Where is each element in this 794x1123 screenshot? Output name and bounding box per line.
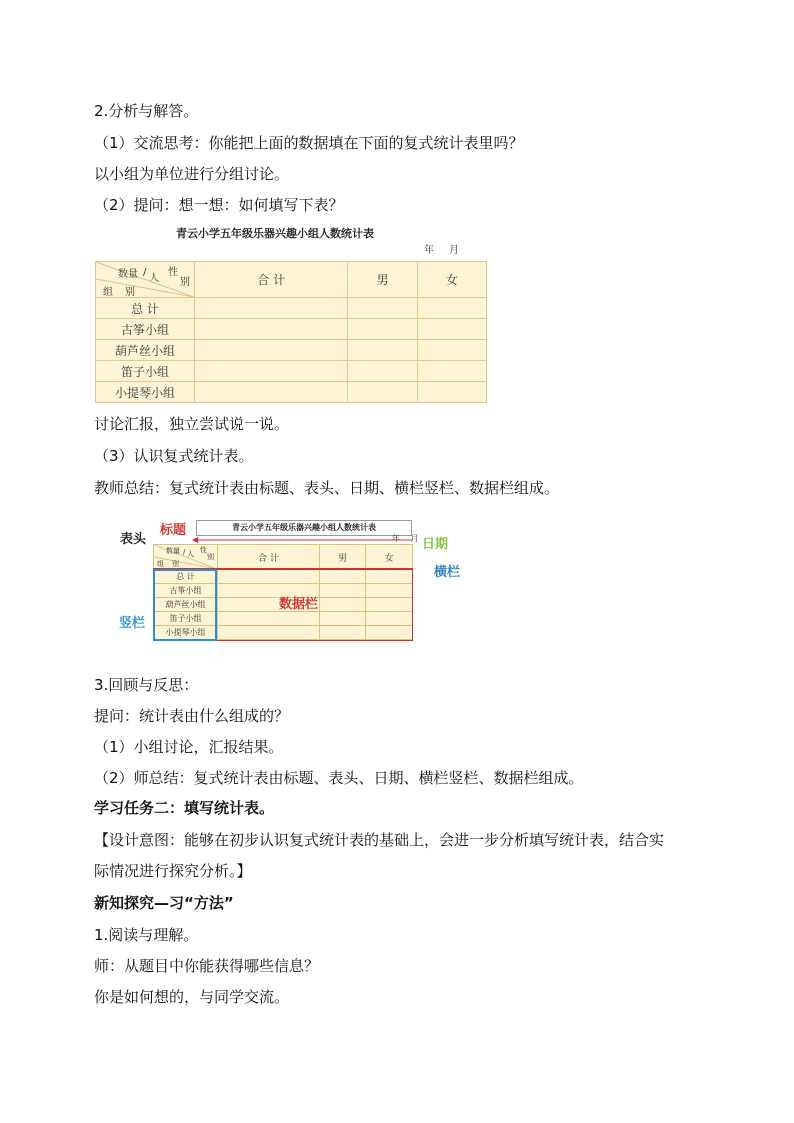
table-cell xyxy=(417,298,486,319)
label-header: 表头 xyxy=(120,532,147,547)
table-cell xyxy=(195,361,348,382)
text-line: 你是如何想的，与同学交流。 xyxy=(94,988,290,1006)
table-cell xyxy=(195,382,348,403)
column-header: 男 xyxy=(319,545,366,570)
stat-table xyxy=(95,261,487,403)
corner-label: / xyxy=(183,548,186,556)
corner-label: 别 xyxy=(180,277,190,288)
corner-label: 性 xyxy=(168,267,178,278)
corner-label: 人 xyxy=(187,550,194,558)
corner-header-cell xyxy=(96,262,195,298)
row-header: 葫芦丝小组 xyxy=(96,340,195,361)
table-cell xyxy=(195,298,348,319)
table-cell xyxy=(417,382,486,403)
explore-heading: 新知探究—习“方法” xyxy=(94,894,234,912)
table-cell xyxy=(417,319,486,340)
table-cell xyxy=(348,319,417,340)
text-line: 师：从题目中你能获得哪些信息？ xyxy=(94,957,320,975)
text-line: （1）小组讨论，汇报结果。 xyxy=(94,738,284,756)
column-header: 女 xyxy=(366,545,413,570)
text-line: （1）交流思考：你能把上面的数据填在下面的复式统计表里吗？ xyxy=(94,134,524,152)
label-col-bar: 竖栏 xyxy=(119,616,146,631)
corner-label: / xyxy=(143,267,147,278)
row-header: 葫芦丝小组 xyxy=(154,598,218,612)
corner-header-cell xyxy=(154,545,218,570)
row-header: 古筝小组 xyxy=(154,584,218,598)
corner-label: 数量 xyxy=(118,269,138,280)
corner-label: 数量 xyxy=(166,547,180,555)
column-bar-highlight xyxy=(153,569,217,641)
row-header: 笛子小组 xyxy=(96,361,195,382)
label-row-bar: 横栏 xyxy=(434,565,461,580)
table-cell xyxy=(417,361,486,382)
table-date: 年 月 xyxy=(424,245,460,256)
row-header: 古筝小组 xyxy=(96,319,195,340)
text-line: （3）认识复式统计表。 xyxy=(94,447,254,465)
text-line: 以小组为单位进行分组讨论。 xyxy=(94,165,290,183)
row-header: 总 计 xyxy=(96,298,195,319)
text-line: （2）提问：想一想：如何填写下表？ xyxy=(94,196,344,214)
design-intent-line: 际情况进行探究分析。】 xyxy=(94,862,252,880)
corner-label: 组 xyxy=(103,287,113,297)
table-cell xyxy=(348,340,417,361)
label-date: 日期 xyxy=(422,537,449,552)
table-cell xyxy=(348,382,417,403)
table-cell xyxy=(348,361,417,382)
text-line: （2）师总结：复式统计表由标题、表头、日期、横栏竖栏、数据栏组成。 xyxy=(94,769,584,787)
column-header: 女 xyxy=(417,262,486,298)
arrow-icon xyxy=(192,536,414,544)
corner-label: 性 xyxy=(200,546,207,554)
corner-label: 别 xyxy=(172,560,179,568)
text-line: 教师总结：复式统计表由标题、表头、日期、横栏竖栏、数据栏组成。 xyxy=(94,479,560,497)
text-line: 1.阅读与理解。 xyxy=(94,926,199,944)
column-header: 男 xyxy=(348,262,417,298)
annotated-table-title: 青云小学五年级乐器兴趣小组人数统计表 xyxy=(196,520,412,536)
column-header: 合 计 xyxy=(195,262,348,298)
text-line: 提问：统计表由什么组成的？ xyxy=(94,707,290,725)
row-header: 总 计 xyxy=(154,570,218,584)
corner-label: 人 xyxy=(149,273,159,284)
label-data: 数据栏 xyxy=(279,597,319,612)
table-cell xyxy=(348,298,417,319)
table-title: 青云小学五年级乐器兴趣小组人数统计表 xyxy=(176,227,374,240)
corner-label: 别 xyxy=(125,287,135,297)
corner-label: 别 xyxy=(207,553,214,561)
design-intent-line: 【设计意图：能够在初步认识复式统计表的基础上，会进一步分析填写统计表，结合实 xyxy=(94,831,665,849)
row-header: 笛子小组 xyxy=(154,612,218,626)
task-heading: 学习任务二：填写统计表。 xyxy=(94,799,275,817)
table-cell xyxy=(195,319,348,340)
row-header: 小提琴小组 xyxy=(154,626,218,640)
annotated-table-date: 年 月 xyxy=(392,534,419,543)
label-title: 标题 xyxy=(160,523,187,538)
table-cell xyxy=(417,340,486,361)
column-header: 合 计 xyxy=(218,545,320,570)
corner-label: 组 xyxy=(157,560,164,568)
text-line: 讨论汇报，独立尝试说一说。 xyxy=(94,415,290,433)
section-heading-review: 3.回顾与反思： xyxy=(94,676,199,694)
table-cell xyxy=(195,340,348,361)
row-header: 小提琴小组 xyxy=(96,382,195,403)
section-heading-analysis: 2.分析与解答。 xyxy=(94,102,199,120)
